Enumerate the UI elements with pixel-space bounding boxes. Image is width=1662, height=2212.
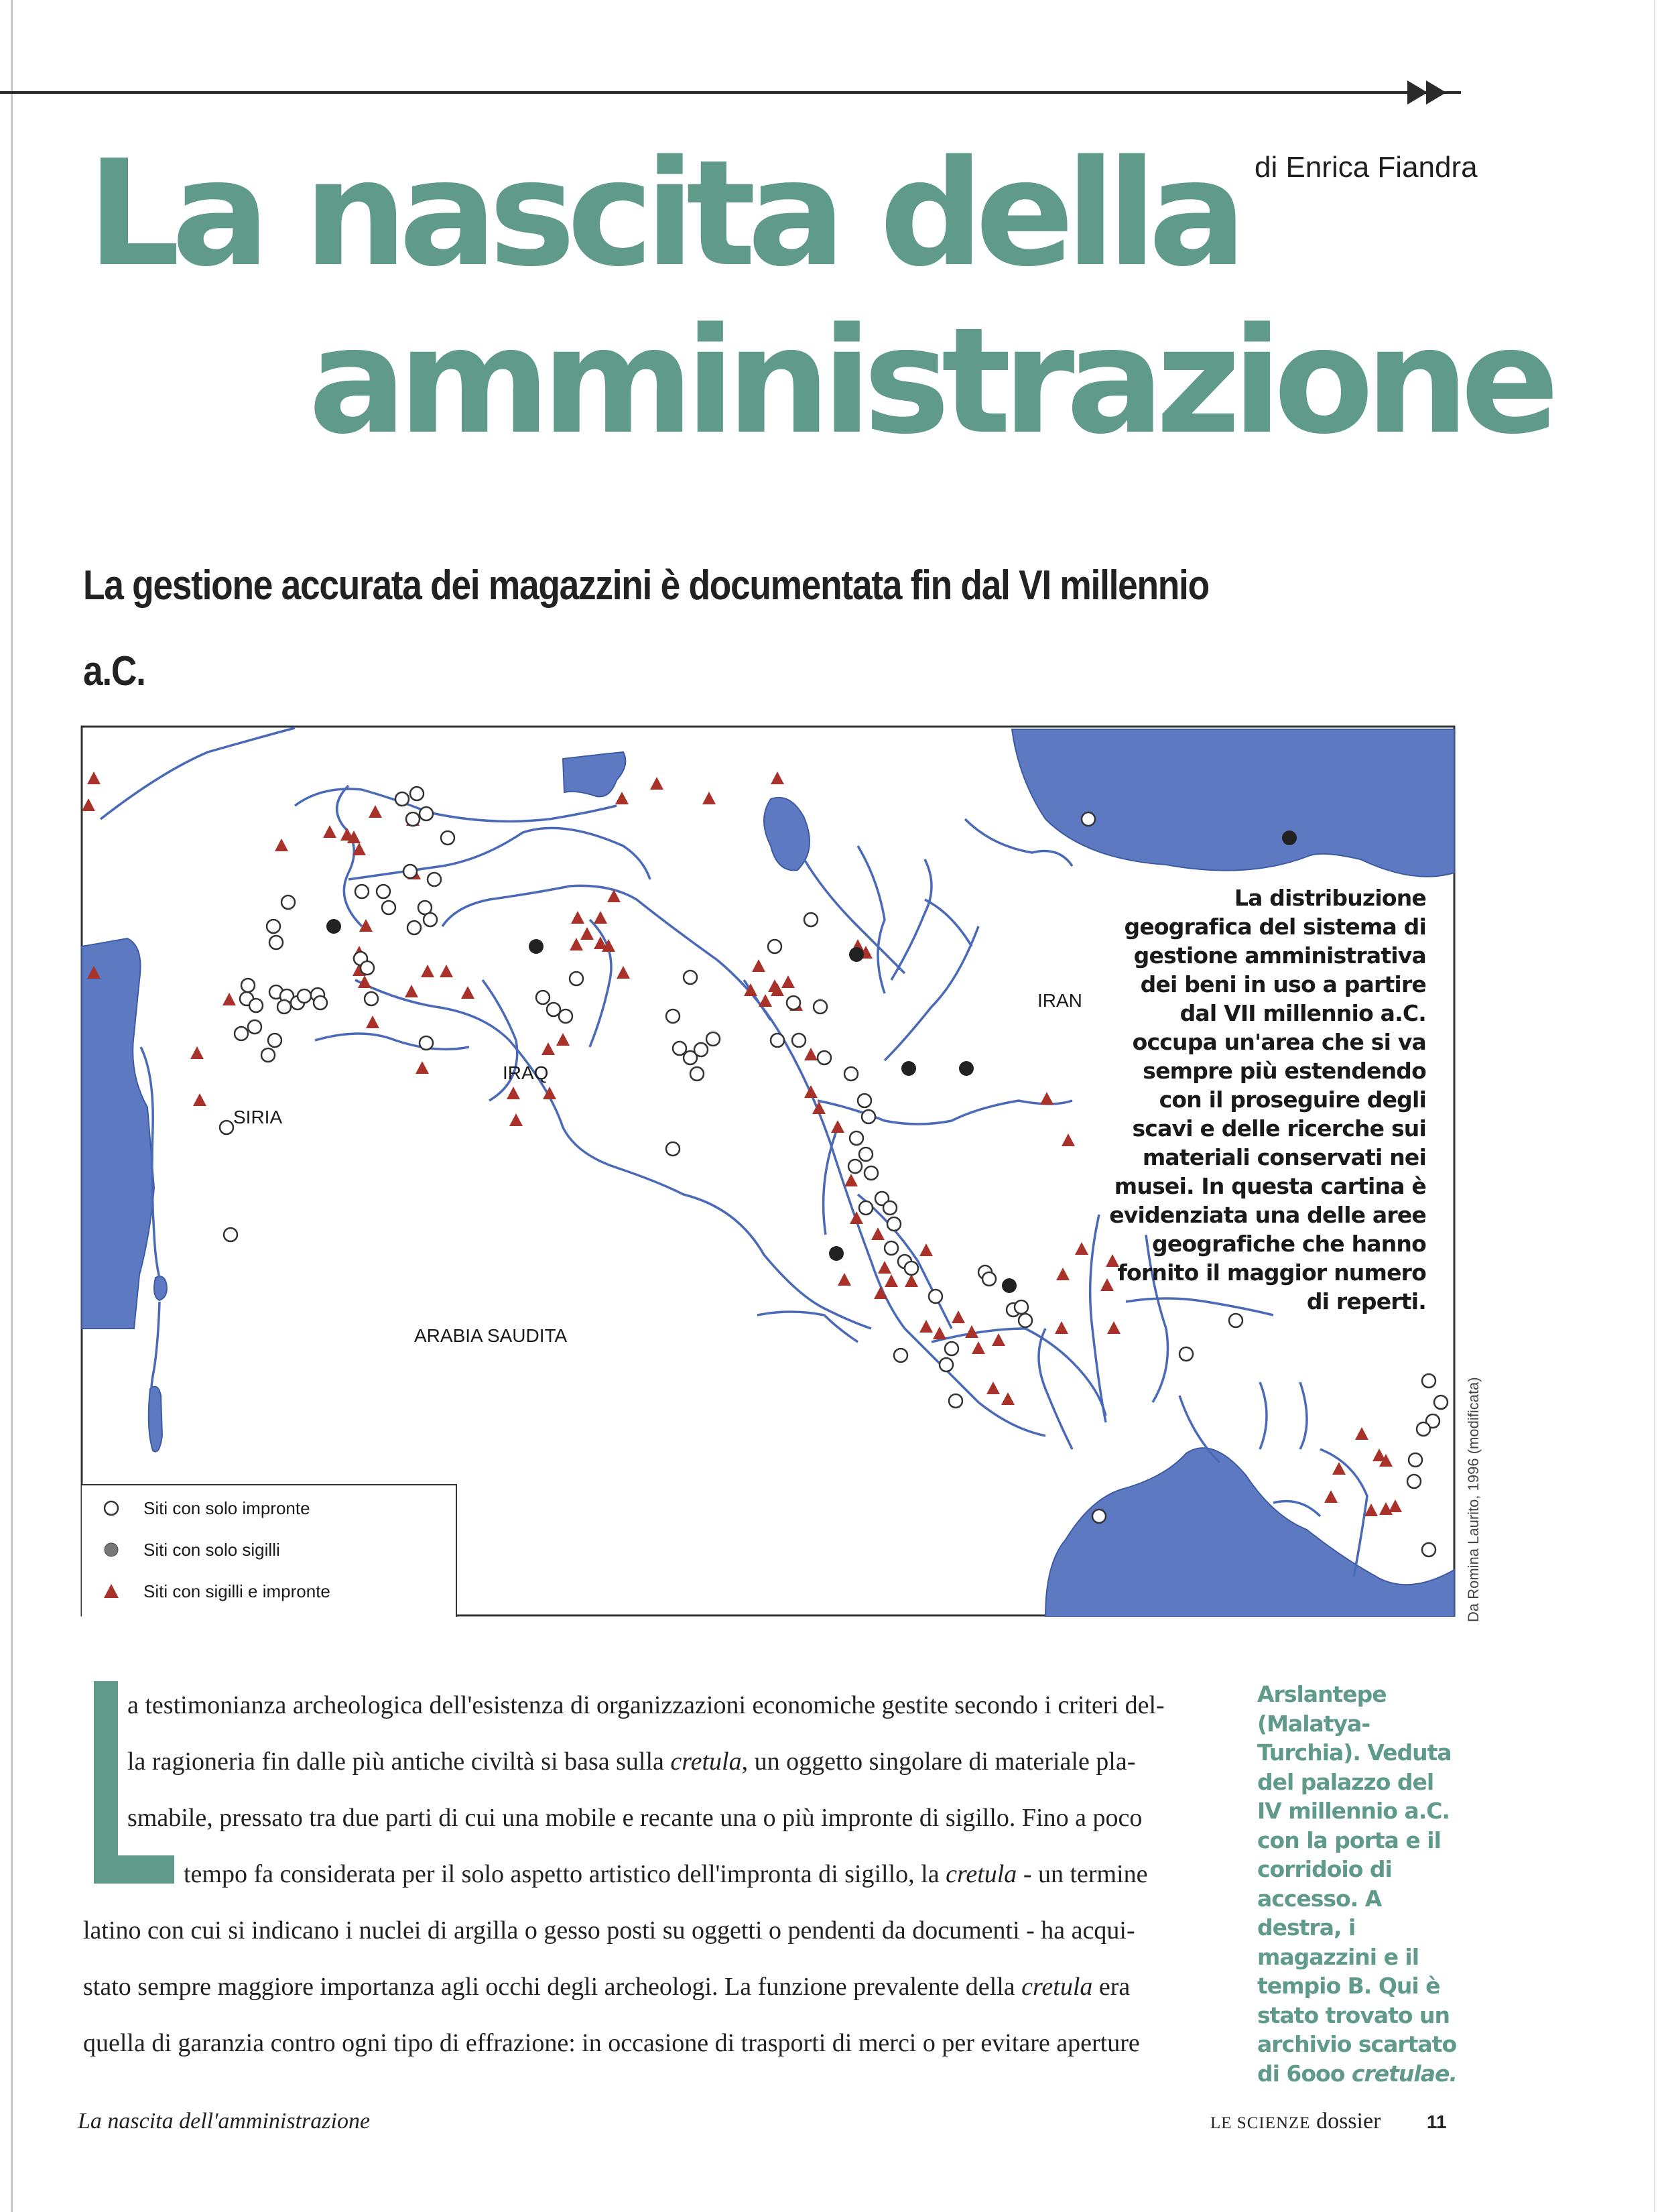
triangle-icon xyxy=(101,1581,122,1602)
subtitle-line-1: La gestione accurata dei magazzini è documentata fin dal VI millennio a.C. xyxy=(83,562,1209,694)
legend-label-impronte: Siti con solo impronte xyxy=(143,1497,310,1518)
body-line: smabile, pressato tra due parti di cui una mobile e recante una o più impronte di sigillo. Fino a poco xyxy=(127,1804,1143,1832)
site-marker-open-circle xyxy=(982,1272,996,1286)
site-marker-open-circle xyxy=(1229,1314,1242,1327)
site-marker-open-circle xyxy=(771,1034,784,1047)
site-marker-open-circle xyxy=(859,1148,873,1161)
site-marker-dot xyxy=(1282,831,1297,845)
site-marker-dot xyxy=(901,1061,916,1076)
site-marker-open-circle xyxy=(1407,1475,1421,1488)
article-body xyxy=(83,1677,1217,2071)
label-iran: IRAN xyxy=(1037,990,1082,1011)
site-marker-open-circle xyxy=(277,1000,291,1013)
site-marker-open-circle xyxy=(894,1349,907,1362)
site-marker-open-circle xyxy=(570,972,583,985)
site-marker-open-circle xyxy=(818,1051,831,1064)
site-marker-open-circle xyxy=(420,807,433,820)
site-marker-open-circle xyxy=(428,873,441,886)
site-marker-open-circle xyxy=(1015,1300,1028,1314)
site-marker-open-circle xyxy=(1434,1396,1448,1409)
site-marker-open-circle xyxy=(268,1034,281,1047)
site-marker-open-circle xyxy=(536,991,550,1004)
footer-magazine xyxy=(1210,2109,1447,2134)
photo-caption: Arslantepe (Malatya-Turchia). Veduta del palazzo del IV millennio a.C. con la porta e il corridoio di accesso. A destra, i magazzini e il tempio B. Qui è stato trovato un archivio scartato di 6ooo cretulae. xyxy=(1257,1681,1457,2087)
legend-row-entrambi xyxy=(101,1578,330,1605)
site-marker-open-circle xyxy=(1092,1510,1106,1523)
site-marker-open-circle xyxy=(694,1043,708,1056)
site-marker-open-circle xyxy=(673,1042,686,1055)
site-marker-open-circle xyxy=(355,885,369,898)
site-marker-open-circle xyxy=(241,979,255,992)
legend-label-sigilli: Siti con solo sigilli xyxy=(143,1539,280,1560)
site-marker-open-circle xyxy=(666,1009,680,1023)
body-line: tempo fa considerata per il solo aspetto artistico dell'impronta di sigillo, la cretula - un termine xyxy=(184,1860,1148,1888)
map-legend xyxy=(82,1484,457,1617)
site-marker-open-circle xyxy=(844,1067,858,1081)
map-caption: La distribuzione geografica del sistema di gestione amministrativa dei beni in uso a partire dal VII millennio a.C. occupa un'area che si va sempre più estendendo con il proseguire degli scavi e delle ricerche sui materiali conservati nei musei. In questa cartina è evidenziata una delle aree geografiche che hanno fornito il maggior numero di reperti. xyxy=(1109,885,1426,1314)
site-marker-open-circle xyxy=(858,1094,871,1107)
site-marker-open-circle xyxy=(269,936,283,949)
site-marker-open-circle xyxy=(690,1067,704,1081)
title-line-1: La nascita della xyxy=(87,129,1238,299)
site-marker-open-circle xyxy=(814,1000,827,1013)
site-marker-open-circle xyxy=(940,1358,953,1371)
label-iraq: IRAQ xyxy=(503,1062,549,1083)
site-marker-open-circle xyxy=(220,1121,233,1134)
body-line: latino con cui si indicano i nuclei di argilla o gesso posti su oggetti o pendenti da documenti - ha acqui- xyxy=(83,1916,1135,1945)
magazine-name: LE SCIENZE xyxy=(1210,2114,1311,2132)
site-marker-open-circle xyxy=(885,1241,898,1255)
site-marker-open-circle xyxy=(929,1290,942,1303)
site-marker-open-circle xyxy=(787,996,800,1009)
map-credit: Da Romina Laurito, 1996 (modificata) xyxy=(1465,1377,1482,1622)
label-arabia-saudita: ARABIA SAUDITA xyxy=(414,1325,568,1346)
site-marker-open-circle xyxy=(559,1009,572,1023)
page-edge-right xyxy=(1654,0,1655,2212)
legend-row-impronte xyxy=(101,1495,310,1522)
site-marker-open-circle xyxy=(848,1160,862,1173)
site-marker-open-circle xyxy=(361,961,374,975)
site-marker-open-circle xyxy=(1179,1347,1193,1361)
filled-dot-icon xyxy=(101,1539,122,1560)
site-marker-open-circle xyxy=(905,1262,918,1275)
site-marker-open-circle xyxy=(883,1201,897,1215)
site-marker-open-circle xyxy=(248,1020,261,1034)
site-marker-dot xyxy=(326,919,341,934)
site-marker-open-circle xyxy=(859,1201,873,1215)
site-marker-open-circle xyxy=(1409,1453,1422,1467)
site-marker-open-circle xyxy=(1422,1374,1435,1388)
legend-label-entrambi: Siti con sigilli e impronte xyxy=(143,1581,330,1601)
site-marker-open-circle xyxy=(768,940,781,953)
top-rule xyxy=(0,91,1461,94)
site-marker-open-circle xyxy=(862,1110,875,1123)
body-line: a testimonianza archeologica dell'esistenza di organizzazioni economiche gestite secondo i criteri del- xyxy=(127,1691,1165,1719)
site-marker-open-circle xyxy=(887,1217,901,1231)
title-line-2: amministrazione xyxy=(308,297,1551,467)
site-marker-open-circle xyxy=(424,913,437,926)
site-marker-dot xyxy=(849,947,864,962)
open-circle-icon xyxy=(101,1497,122,1519)
site-marker-open-circle xyxy=(377,885,390,898)
page-number: 11 xyxy=(1426,2111,1447,2132)
site-marker-open-circle xyxy=(1082,812,1095,826)
page-edge xyxy=(11,0,13,2212)
site-marker-open-circle xyxy=(314,996,327,1009)
site-marker-dot xyxy=(529,939,544,954)
site-marker-open-circle xyxy=(249,999,263,1012)
continue-arrows-icon xyxy=(1407,76,1461,110)
site-marker-open-circle xyxy=(949,1394,962,1408)
lake-tiberias xyxy=(154,1276,167,1300)
site-marker-open-circle xyxy=(706,1032,720,1046)
dead-sea xyxy=(149,1387,162,1452)
site-marker-open-circle xyxy=(267,920,280,933)
site-marker-open-circle xyxy=(441,831,454,845)
site-marker-open-circle xyxy=(298,989,311,1003)
site-marker-open-circle xyxy=(792,1034,806,1047)
site-marker-open-circle xyxy=(1019,1314,1032,1327)
label-siria: SIRIA xyxy=(233,1107,283,1127)
site-marker-dot xyxy=(959,1061,974,1076)
site-marker-open-circle xyxy=(420,1036,433,1050)
site-marker-open-circle xyxy=(281,896,295,909)
body-line: quella di garanzia contro ogni tipo di effrazione: in occasione di trasporti di merci o per evitare aperture xyxy=(83,2029,1140,2057)
site-marker-open-circle xyxy=(403,865,417,878)
site-marker-open-circle xyxy=(410,787,424,800)
magazine-section: dossier xyxy=(1316,2109,1381,2134)
site-marker-open-circle xyxy=(1422,1543,1435,1556)
site-marker-open-circle xyxy=(666,1142,680,1156)
site-marker-dot xyxy=(829,1246,844,1261)
site-marker-open-circle xyxy=(261,1048,275,1062)
site-marker-open-circle xyxy=(945,1342,958,1355)
site-marker-open-circle xyxy=(865,1166,878,1180)
site-marker-open-circle xyxy=(224,1228,237,1241)
site-marker-open-circle xyxy=(235,1027,248,1040)
site-marker-dot xyxy=(1002,1278,1017,1293)
running-title: La nascita dell'amministrazione xyxy=(78,2109,371,2134)
site-marker-open-circle xyxy=(684,971,697,984)
site-marker-open-circle xyxy=(547,1003,560,1016)
site-marker-open-circle xyxy=(406,812,420,826)
byline: di Enrica Fiandra xyxy=(1255,151,1478,184)
site-marker-open-circle xyxy=(365,992,378,1005)
site-marker-open-circle xyxy=(382,901,395,914)
site-marker-open-circle xyxy=(395,792,409,806)
site-marker-open-circle xyxy=(1417,1422,1430,1436)
site-marker-open-circle xyxy=(804,913,818,926)
site-marker-open-circle xyxy=(407,921,421,934)
body-line: stato sempre maggiore importanza agli occhi degli archeologi. La funzione prevalente della cretula era xyxy=(83,1973,1131,2001)
body-line: la ragioneria fin dalle più antiche civiltà si basa sulla cretula, un oggetto singolare di materiale pla- xyxy=(127,1747,1136,1776)
legend-row-sigilli xyxy=(101,1536,280,1563)
site-marker-open-circle xyxy=(850,1131,863,1145)
